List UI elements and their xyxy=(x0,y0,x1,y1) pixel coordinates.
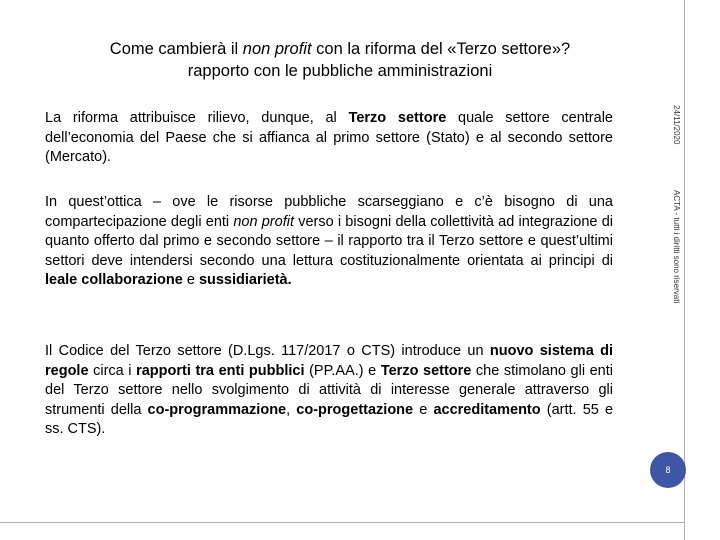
p2-text-3: e xyxy=(182,272,199,288)
paragraph-terzo-settore xyxy=(45,109,613,168)
slide-border-bottom xyxy=(0,522,684,523)
p1-bold-1: Terzo settore xyxy=(348,110,447,126)
paragraph-ottica xyxy=(45,193,613,291)
p3-text-3: (PP.AA.) e xyxy=(304,362,381,379)
p2-bold-1: leale collaborazione xyxy=(45,272,183,288)
p1-text-1: La riforma attribuisce rilievo, dunque, al xyxy=(45,110,349,126)
page-number: 8 xyxy=(665,465,671,475)
slide-border-right xyxy=(684,0,685,540)
p3-text-5: , xyxy=(286,401,297,418)
page-number-badge xyxy=(650,452,686,488)
side-author: ACTA - tutti i diritti sono riservati xyxy=(672,190,681,304)
title-line1-end: con la riforma del «Terzo settore»? xyxy=(311,40,571,58)
side-date: 24/11/2020 xyxy=(672,105,681,145)
p3-text-2: circa i xyxy=(88,362,137,379)
p3-bold-3: Terzo settore xyxy=(380,362,472,379)
p3-bold-1: nuovo sistema di regole xyxy=(45,343,613,379)
p3-bold-2: rapporti tra enti pubblici xyxy=(136,362,305,379)
p3-text-6: e xyxy=(413,401,434,418)
title-line1-emphasis: non profit xyxy=(242,40,312,58)
side-footer xyxy=(668,105,684,335)
p3-bold-6: accreditamento xyxy=(433,401,541,418)
p3-bold-5: co-progettazione xyxy=(296,401,414,418)
p3-bold-4: co-programmazione xyxy=(147,401,287,418)
title-line2: rapporto con le pubbliche amministrazioni xyxy=(187,62,493,80)
slide-title xyxy=(40,38,640,82)
p1-text-2: quale settore centrale dell’economia del Paese che si affianca al primo settore (Stato) e al secondo settore (Mercato). xyxy=(45,110,613,165)
p3-text-1: Il Codice del Terzo settore (D.Lgs. 117/2017 o CTS) introduce un xyxy=(45,343,490,359)
paragraph-codice xyxy=(45,342,613,440)
p3-text-4: che stimolano gli enti del Terzo settore nello svolgimento di attività di interesse generale attraverso gli strumenti della xyxy=(45,362,613,418)
p2-italic-1: non profit xyxy=(233,213,294,230)
p2-text-2: verso i bisogni della collettività ad integrazione di quanto offerto dal primo e secondo settore – il rapporto tra il Terzo settore e quest’ultimi settori deve intendersi secondo una lettura costituzionalmente orientata ai principi di xyxy=(45,213,613,269)
p2-text-1: In quest’ottica – ove le risorse pubbliche scarseggiano e c’è bisogno di una compartecipazione degli enti xyxy=(45,194,613,230)
p2-bold-2: sussidiarietà. xyxy=(198,272,292,288)
p3-text-7: (artt. 55 e ss. CTS). xyxy=(45,401,614,437)
title-line1-start: Come cambierà il xyxy=(109,40,243,58)
